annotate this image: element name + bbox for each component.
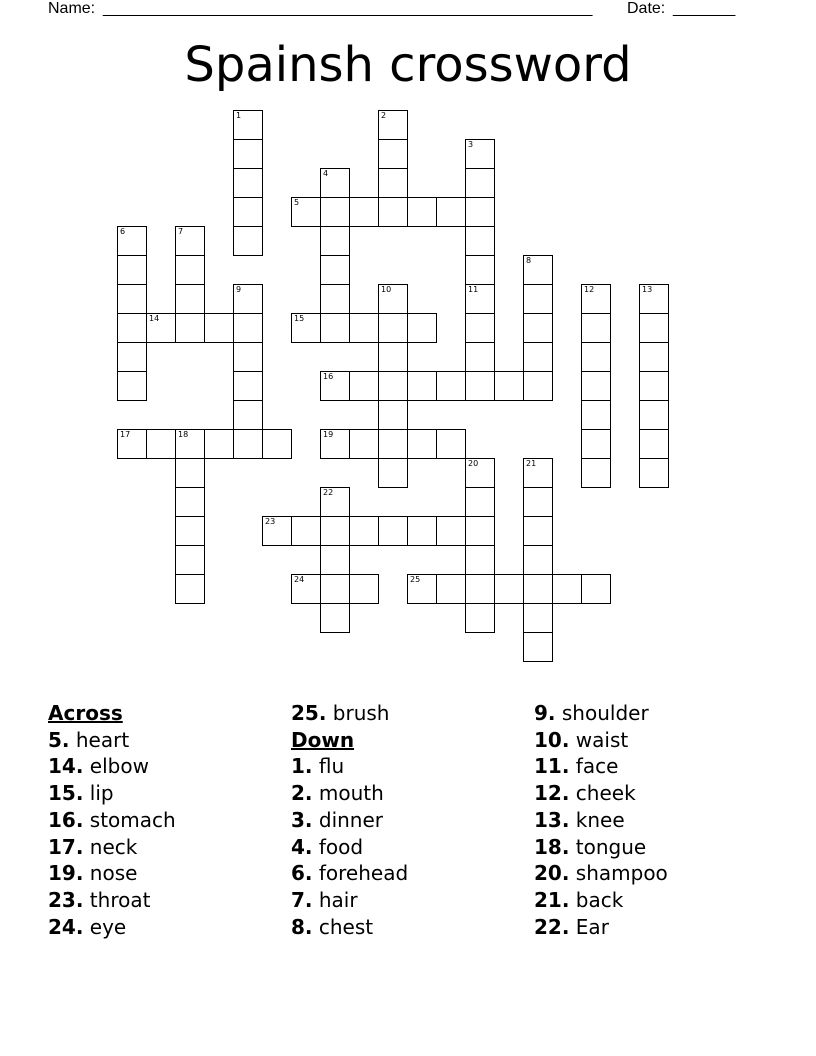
clue-number: 18 (178, 430, 189, 439)
clue-number: 1 (236, 111, 242, 120)
grid-cell[interactable] (349, 516, 379, 546)
grid-cell[interactable] (523, 255, 553, 285)
clue-item-text: Ear (569, 914, 609, 939)
clue-item-number: 15. (48, 781, 84, 806)
grid-cell[interactable] (320, 313, 350, 343)
grid-cell[interactable] (233, 313, 263, 343)
grid-cell[interactable] (581, 342, 611, 372)
grid-cell[interactable] (523, 313, 553, 343)
grid-cell[interactable] (378, 342, 408, 372)
grid-cell[interactable] (465, 139, 495, 169)
clue-item-text: brush (326, 701, 390, 725)
clue-item-number: 6. (291, 861, 313, 886)
grid-cell[interactable] (146, 313, 176, 343)
grid-cell[interactable] (465, 313, 495, 343)
grid-cell[interactable] (117, 371, 147, 401)
grid-cell[interactable] (117, 226, 147, 256)
clue-item-number: 23. (48, 887, 84, 912)
grid-cell[interactable] (523, 458, 553, 488)
grid-cell[interactable] (175, 255, 205, 285)
clue-item (291, 780, 408, 807)
clue-item-text: throat (83, 887, 151, 912)
clue-item-text: shampoo (569, 861, 668, 886)
grid-cell[interactable] (581, 400, 611, 430)
grid-cell[interactable] (378, 516, 408, 546)
clue-item (534, 700, 668, 727)
grid-cell[interactable] (378, 458, 408, 488)
clue-number: 5 (294, 198, 300, 207)
grid-cell[interactable] (349, 313, 379, 343)
grid-cell[interactable] (465, 168, 495, 198)
grid-cell[interactable] (175, 429, 205, 459)
grid-cell[interactable] (581, 371, 611, 401)
grid-cell[interactable] (639, 429, 669, 459)
clue-number: 11 (468, 285, 479, 294)
clue-item-number: 12. (534, 781, 570, 806)
clue-number: 16 (323, 372, 334, 381)
clue-item (48, 914, 176, 941)
grid-cell[interactable] (523, 632, 553, 662)
grid-cell[interactable] (436, 429, 466, 459)
grid-cell[interactable] (233, 342, 263, 372)
name-field[interactable]: _______________________________________________________ (103, 0, 593, 17)
grid-cell[interactable] (175, 284, 205, 314)
grid-cell[interactable] (494, 574, 524, 604)
grid-cell[interactable] (436, 516, 466, 546)
grid-cell[interactable] (639, 458, 669, 488)
grid-cell[interactable] (407, 429, 437, 459)
clue-item-number: 16. (48, 807, 84, 832)
clue-item-number: 3. (291, 807, 313, 832)
grid-cell[interactable] (639, 284, 669, 314)
clue-item-number: 5. (48, 727, 70, 752)
grid-cell[interactable] (465, 487, 495, 517)
grid-cell[interactable] (320, 603, 350, 633)
grid-cell[interactable] (117, 284, 147, 314)
across-heading: Across (48, 701, 123, 725)
grid-cell[interactable] (465, 197, 495, 227)
clue-number: 24 (294, 575, 305, 584)
grid-cell[interactable] (465, 516, 495, 546)
grid-cell[interactable] (175, 458, 205, 488)
grid-cell[interactable] (291, 197, 321, 227)
grid-cell[interactable] (117, 429, 147, 459)
clue-item (291, 753, 408, 780)
clue-number: 19 (323, 430, 334, 439)
grid-cell[interactable] (581, 313, 611, 343)
grid-cell[interactable] (436, 371, 466, 401)
grid-cell[interactable] (378, 284, 408, 314)
grid-cell[interactable] (407, 516, 437, 546)
clue-number: 8 (526, 256, 532, 265)
grid-cell[interactable] (291, 516, 321, 546)
clue-number: 15 (294, 314, 305, 323)
grid-cell[interactable] (349, 429, 379, 459)
grid-cell[interactable] (175, 545, 205, 575)
clue-number: 17 (120, 430, 131, 439)
clue-item-text: nose (83, 861, 138, 886)
clue-item-text: eye (83, 914, 127, 939)
grid-cell[interactable] (639, 371, 669, 401)
grid-cell[interactable] (407, 371, 437, 401)
grid-cell[interactable] (378, 400, 408, 430)
grid-cell[interactable] (407, 197, 437, 227)
clue-item-number: 22. (534, 914, 570, 939)
clue-item-text: shoulder (555, 701, 649, 725)
clue-item-text: lip (83, 781, 114, 806)
clue-item-number: 21. (534, 887, 570, 912)
grid-cell[interactable] (349, 574, 379, 604)
clue-number: 23 (265, 517, 276, 526)
clue-item-text: stomach (83, 807, 176, 832)
grid-cell[interactable] (523, 603, 553, 633)
clue-item-number: 11. (534, 754, 570, 779)
grid-cell[interactable] (465, 226, 495, 256)
grid-cell[interactable] (581, 574, 611, 604)
grid-cell[interactable] (465, 255, 495, 285)
clue-item (291, 834, 408, 861)
grid-cell[interactable] (320, 197, 350, 227)
grid-cell[interactable] (262, 429, 292, 459)
grid-cell[interactable] (320, 574, 350, 604)
grid-cell[interactable] (233, 197, 263, 227)
page-title: Spainsh crossword (184, 37, 632, 93)
grid-cell[interactable] (233, 284, 263, 314)
clue-item (291, 807, 408, 834)
clue-item (534, 807, 668, 834)
clue-item-number: 9. (534, 701, 556, 725)
grid-cell[interactable] (494, 371, 524, 401)
clue-item-number: 2. (291, 781, 313, 806)
grid-cell[interactable] (581, 429, 611, 459)
grid-cell[interactable] (378, 197, 408, 227)
grid-cell[interactable] (465, 342, 495, 372)
grid-cell[interactable] (291, 574, 321, 604)
clue-item-text: forehead (312, 861, 409, 886)
grid-cell[interactable] (233, 168, 263, 198)
clue-number: 7 (178, 227, 184, 236)
grid-cell[interactable] (465, 545, 495, 575)
clue-column-2 (291, 700, 408, 940)
clue-item-text: food (312, 834, 364, 859)
clue-item-number: 7. (291, 887, 313, 912)
clue-item-text: knee (569, 807, 625, 832)
grid-cell[interactable] (349, 371, 379, 401)
clue-item (534, 860, 668, 887)
clue-item-number: 14. (48, 754, 84, 779)
clue-item-number: 1. (291, 754, 313, 779)
grid-cell[interactable] (233, 226, 263, 256)
clue-number: 13 (642, 285, 653, 294)
clue-item-text: face (569, 754, 619, 779)
clue-item (48, 780, 176, 807)
grid-cell[interactable] (233, 400, 263, 430)
grid-cell[interactable] (320, 284, 350, 314)
grid-cell[interactable] (233, 139, 263, 169)
clue-item-text: elbow (83, 754, 149, 779)
clue-number: 3 (468, 140, 474, 149)
date-label: Date: (627, 0, 666, 17)
clue-item-text: mouth (312, 781, 384, 806)
grid-cell[interactable] (378, 139, 408, 169)
grid-cell[interactable] (465, 284, 495, 314)
grid-cell[interactable] (639, 342, 669, 372)
grid-cell[interactable] (378, 313, 408, 343)
grid-cell[interactable] (175, 313, 205, 343)
grid-cell[interactable] (175, 487, 205, 517)
grid-cell[interactable] (581, 284, 611, 314)
grid-cell[interactable] (523, 342, 553, 372)
grid-cell[interactable] (378, 110, 408, 140)
clue-item-text: neck (83, 834, 138, 859)
date-field[interactable]: _______ (673, 0, 736, 17)
clue-item-number: 25. (291, 701, 327, 725)
clue-number: 4 (323, 169, 329, 178)
grid-cell[interactable] (262, 516, 292, 546)
clue-item-text: back (569, 887, 624, 912)
clue-item (291, 860, 408, 887)
grid-cell[interactable] (465, 371, 495, 401)
clue-number: 14 (149, 314, 160, 323)
clue-item-number: 8. (291, 914, 313, 939)
clue-item (534, 914, 668, 941)
clue-item (534, 887, 668, 914)
clue-item (534, 727, 668, 754)
grid-cell[interactable] (233, 371, 263, 401)
grid-cell[interactable] (378, 429, 408, 459)
grid-cell[interactable] (117, 255, 147, 285)
down-heading: Down (291, 727, 355, 752)
clue-number: 12 (584, 285, 595, 294)
grid-cell[interactable] (320, 226, 350, 256)
grid-cell[interactable] (320, 487, 350, 517)
clue-item-text: flu (312, 754, 345, 779)
grid-cell[interactable] (349, 197, 379, 227)
grid-cell[interactable] (175, 516, 205, 546)
name-label: Name: (48, 0, 96, 17)
clue-item-number: 24. (48, 914, 84, 939)
grid-cell[interactable] (465, 458, 495, 488)
worksheet-header (0, 0, 816, 24)
clue-item-number: 19. (48, 861, 84, 886)
grid-cell[interactable] (320, 429, 350, 459)
grid-cell[interactable] (436, 197, 466, 227)
grid-cell[interactable] (639, 400, 669, 430)
clue-number: 25 (410, 575, 421, 584)
grid-cell[interactable] (233, 429, 263, 459)
clue-item (534, 834, 668, 861)
clue-column-1 (48, 700, 176, 940)
grid-cell[interactable] (117, 313, 147, 343)
clue-item-number: 20. (534, 861, 570, 886)
clue-item-number: 4. (291, 834, 313, 859)
grid-cell[interactable] (407, 313, 437, 343)
grid-cell[interactable] (465, 603, 495, 633)
grid-cell[interactable] (436, 574, 466, 604)
grid-cell[interactable] (523, 284, 553, 314)
grid-cell[interactable] (320, 255, 350, 285)
clue-number: 6 (120, 227, 126, 236)
clue-item (291, 914, 408, 941)
clue-number: 21 (526, 459, 537, 468)
clue-item-number: 18. (534, 834, 570, 859)
clue-item (48, 860, 176, 887)
grid-cell[interactable] (175, 226, 205, 256)
grid-cell[interactable] (523, 545, 553, 575)
grid-cell[interactable] (233, 110, 263, 140)
clue-item (48, 807, 176, 834)
grid-cell[interactable] (320, 516, 350, 546)
grid-cell[interactable] (320, 168, 350, 198)
clue-item (291, 887, 408, 914)
clue-item (534, 780, 668, 807)
grid-cell[interactable] (523, 487, 553, 517)
clue-number: 10 (381, 285, 392, 294)
grid-cell[interactable] (378, 371, 408, 401)
grid-cell[interactable] (523, 574, 553, 604)
clue-number: 20 (468, 459, 479, 468)
grid-cell[interactable] (117, 342, 147, 372)
clue-item (534, 753, 668, 780)
clue-item (291, 700, 408, 727)
clue-item (48, 834, 176, 861)
grid-cell[interactable] (146, 429, 176, 459)
grid-cell[interactable] (523, 371, 553, 401)
clue-column-3 (534, 700, 668, 940)
clue-item-number: 17. (48, 834, 84, 859)
clue-item-text: dinner (312, 807, 384, 832)
grid-cell[interactable] (552, 574, 582, 604)
clue-item-text: hair (312, 887, 358, 912)
grid-cell[interactable] (291, 313, 321, 343)
grid-cell[interactable] (378, 168, 408, 198)
clue-item-text: chest (312, 914, 374, 939)
grid-cell[interactable] (175, 574, 205, 604)
grid-cell[interactable] (320, 545, 350, 575)
grid-cell[interactable] (320, 371, 350, 401)
clue-item-text: tongue (569, 834, 647, 859)
grid-cell[interactable] (523, 516, 553, 546)
clue-item-text: cheek (569, 781, 636, 806)
clue-number: 2 (381, 111, 387, 120)
clue-item-text: heart (69, 727, 130, 752)
grid-cell[interactable] (465, 574, 495, 604)
grid-cell[interactable] (204, 429, 234, 459)
grid-cell[interactable] (407, 574, 437, 604)
clue-item-number: 10. (534, 727, 570, 752)
clue-item (48, 727, 176, 754)
clue-item (48, 887, 176, 914)
clue-item-text: waist (569, 727, 629, 752)
grid-cell[interactable] (639, 313, 669, 343)
clue-item-number: 13. (534, 807, 570, 832)
clue-item (48, 753, 176, 780)
clue-number: 22 (323, 488, 334, 497)
grid-cell[interactable] (581, 458, 611, 488)
grid-cell[interactable] (204, 313, 234, 343)
clue-number: 9 (236, 285, 242, 294)
